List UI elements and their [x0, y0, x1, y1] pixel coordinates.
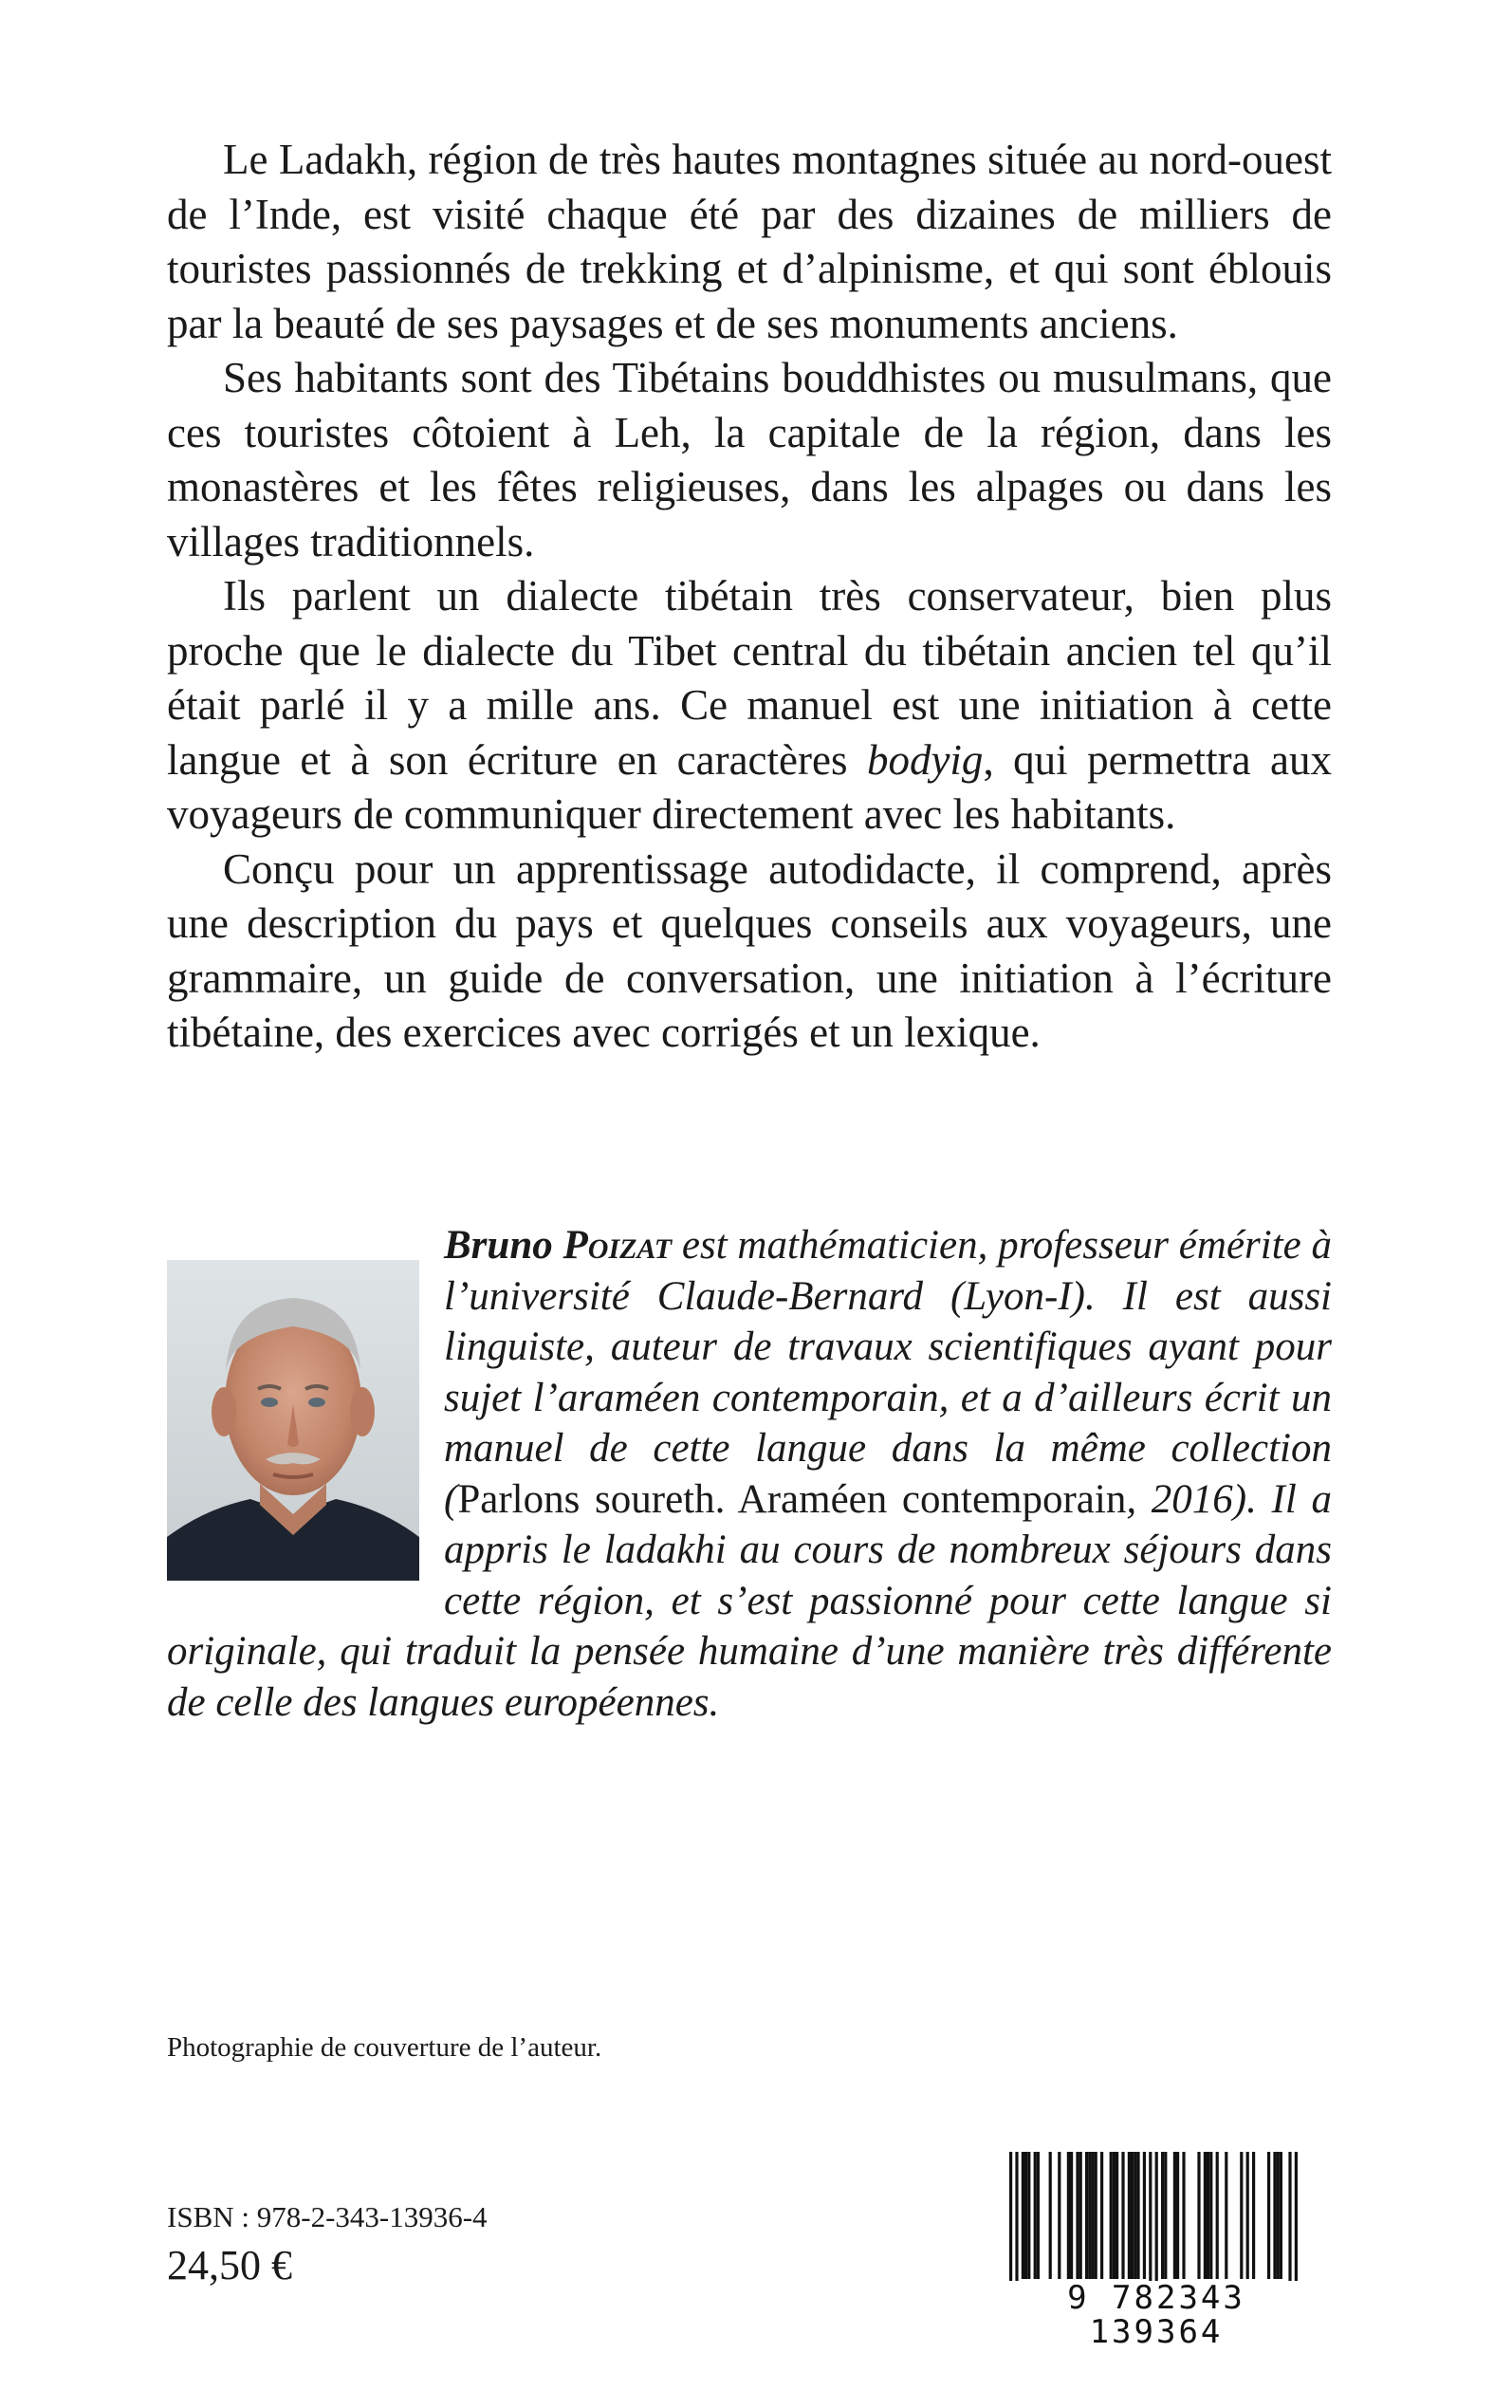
author-bio-part-2: , 2016). Il a appris le ladakhi au cours de nombreux séjours dans cette région, et s’est passionné pour cette langue si originale, qui traduit la pensée humaine d’une manière très différente de celle des langues européennes.	[167, 1476, 1332, 1725]
description-paragraph-3	[167, 569, 1332, 843]
barcode-bar	[1280, 2152, 1282, 2279]
barcode-bar	[1015, 2152, 1018, 2285]
barcode-bar	[1164, 2152, 1167, 2279]
barcode-number: 9 782343 139364	[990, 2281, 1322, 2349]
barcode-bar	[1085, 2152, 1088, 2279]
description-paragraph-4: Conçu pour un apprentissage autodidacte, il comprend, après une description du pays et quelques conseils aux voyageurs, une grammaire, un guide de conversation, une initiation à l’écriture tibétaine, des exercices avec corrigés et un lexique.	[167, 844, 1332, 1056]
barcode-bar	[1022, 2152, 1024, 2279]
barcode-bar	[1295, 2152, 1298, 2285]
barcode-bar	[1207, 2152, 1209, 2279]
barcode-bar	[1091, 2152, 1094, 2279]
price: 24,50 €	[167, 2242, 292, 2288]
barcode-bar	[1209, 2152, 1212, 2279]
barcode-bar	[1134, 2152, 1136, 2279]
author-first-name: Bruno	[444, 1223, 563, 1268]
barcode-bar	[1037, 2152, 1040, 2279]
book-description	[167, 133, 1332, 1061]
bodyig-term: bodyig	[866, 735, 984, 784]
description-paragraph-1: Le Ladakh, région de très hautes montagnes située au nord-ouest de l’Inde, est visité chaque été par des dizaines de milliers de touristes passionnés de trekking et d’alpinisme, et qui sont éblouis par la beauté de ses paysages et de ses monuments anciens.	[167, 136, 1332, 347]
barcode-bar	[1173, 2152, 1176, 2279]
barcode-bar	[1076, 2152, 1079, 2279]
barcode-bar	[1070, 2152, 1073, 2279]
barcode-bar	[1131, 2152, 1134, 2279]
barcode-bar	[1161, 2152, 1164, 2279]
barcode-bar	[1136, 2152, 1139, 2279]
barcode-bar	[1116, 2152, 1118, 2279]
book-title: Parlons soureth. Araméen contemporain	[457, 1476, 1127, 1522]
barcode-bar	[1113, 2152, 1116, 2279]
barcode-bar	[1128, 2152, 1131, 2279]
author-bio-part-1: est mathématicien, professeur émérite à l’université Claude-Bernard (Lyon-I). Il est aussi linguiste, auteur de travaux scientifiques ayant pour sujet l’araméen contemporain, et a d’ailleurs écrit un manuel de cette langue dans la même collection (	[444, 1223, 1333, 1522]
author-portrait-image	[167, 1260, 419, 1581]
barcode-bar	[1100, 2152, 1103, 2279]
barcode-bar	[1095, 2152, 1097, 2279]
barcode-bar	[1176, 2152, 1179, 2279]
barcode-bar	[1058, 2152, 1060, 2279]
barcode-bar	[1034, 2152, 1037, 2279]
description-paragraph-2: Ses habitants sont des Tibétains bouddhistes ou musulmans, que ces touristes côtoient à Leh, la capitale de la région, dans les monastères et les fêtes religieuses, dans les alpages ou dans les villages traditionnels.	[167, 354, 1332, 565]
barcode-bar	[1246, 2152, 1249, 2279]
barcode-bar	[1267, 2152, 1270, 2279]
barcode-bar	[1225, 2152, 1227, 2279]
barcode-bar	[1009, 2152, 1012, 2285]
barcode-bar	[1110, 2152, 1113, 2279]
barcode-bar	[1240, 2152, 1243, 2279]
barcode-bar	[1252, 2152, 1255, 2279]
barcode-bar	[1155, 2152, 1158, 2285]
barcode-bar	[1121, 2152, 1124, 2279]
barcode-bar	[1277, 2152, 1280, 2279]
isbn: ISBN : 978-2-343-13936-4	[167, 2200, 488, 2233]
barcode-bar	[1273, 2152, 1276, 2279]
description-paragraph-3-start: Ils parlent un dialecte tibétain très conservateur, bien plus proche que le dialecte du Tibet central du tibétain ancien tel qu’il était parlé il y a mille ans. Ce manuel est une initiation à cette langue et à son écriture en caractères	[167, 572, 1332, 784]
author-bio	[167, 1220, 1332, 1728]
barcode-bar	[1079, 2152, 1082, 2279]
barcode-bar	[1027, 2152, 1030, 2279]
barcode-bar	[1216, 2152, 1219, 2279]
barcode-bar	[1204, 2152, 1207, 2279]
barcode-bars	[990, 2146, 1322, 2298]
barcode-bar	[1024, 2152, 1027, 2279]
author-photo	[167, 1260, 419, 1581]
barcode-bar	[1149, 2152, 1152, 2285]
photo-credit: Photographie de couverture de l’auteur.	[167, 2032, 602, 2063]
barcode-bar	[1088, 2152, 1091, 2279]
author-surname: Poizat	[562, 1223, 673, 1268]
barcode-bar	[1288, 2152, 1291, 2285]
barcode-bar	[1067, 2152, 1070, 2279]
author-name	[444, 1223, 672, 1268]
description-paragraph-3-end: , qui permettra aux voyageurs de communiquer directement avec les habitants.	[167, 735, 1332, 838]
barcode-bar	[1182, 2152, 1185, 2279]
barcode	[990, 2146, 1322, 2351]
barcode-bar	[1049, 2152, 1052, 2279]
barcode-bar	[1197, 2152, 1200, 2279]
barcode-bar	[1143, 2152, 1146, 2279]
